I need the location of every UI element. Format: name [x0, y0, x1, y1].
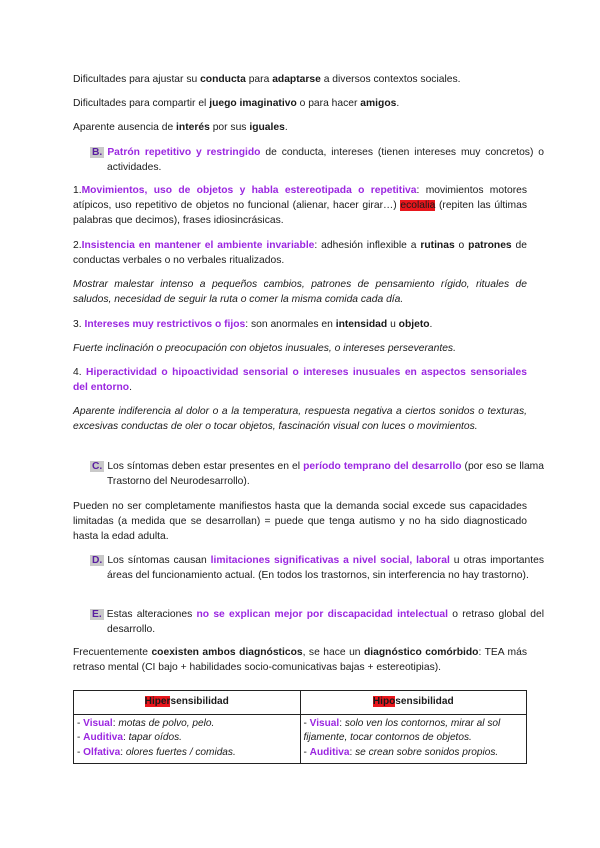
- intro-line-1: Dificultades para ajustar su conducta para adaptarse a diversos contextos sociales.: [73, 74, 461, 85]
- item-4: 4. Hiperactividad o hipoactividad sensorial o intereses inusuales en aspectos sensoriales del entorno.: [73, 367, 527, 393]
- hyposensitivity-cell: [300, 714, 527, 763]
- sensitivity-table: [73, 690, 527, 764]
- list-item: - Visual: motas de polvo, pelo.: [77, 717, 215, 729]
- section-e-label: E.: [92, 609, 102, 620]
- section-b-label: B.: [92, 147, 103, 158]
- section-c-label: C.: [92, 461, 103, 472]
- item-2-example: Mostrar malestar intenso a pequeños cambios, patrones de pensamiento rígido, rituales de saludos, necesidad de seguir la ruta o comer la misma comida cada día.: [73, 279, 527, 305]
- list-item: - Visual: solo ven los contornos, mirar al sol fijamente, tocar contornos de objetos.: [303, 717, 501, 744]
- hypersensitivity-header: Hipersensibilidad: [74, 691, 301, 715]
- intro-line-3: Aparente ausencia de interés por sus iguales.: [73, 122, 288, 133]
- section-d-label: D.: [92, 555, 103, 566]
- list-item: - Auditiva: tapar oídos.: [77, 732, 182, 744]
- paragraph-c: Pueden no ser completamente manifiestos hasta que la demanda social excede sus capacidades limitadas (a medida que se desarrollan) = puede que tenga autismo y no ha sido diagnosticado hasta la edad adulta.: [73, 501, 527, 542]
- list-item: - Auditiva: se crean sobre sonidos propios.: [303, 746, 499, 758]
- hyposensitivity-header: Hiposensibilidad: [300, 691, 527, 715]
- section-e: E. Estas alteraciones no se explican mejor por discapacidad intelectual o retraso global del desarrollo.: [92, 609, 544, 635]
- section-c: C. Los síntomas deben estar presentes en el período temprano del desarrollo (por eso se llama Trastorno del Neurodesarrollo).: [92, 461, 544, 487]
- item-3: 3. Intereses muy restrictivos o fijos: son anormales en intensidad u objeto.: [73, 319, 433, 330]
- section-b: B. Patrón repetitivo y restringido de conducta, intereses (tienen intereses muy concretos) o actividades.: [92, 147, 544, 173]
- intro-line-2: Dificultades para compartir el juego imaginativo o para hacer amigos.: [73, 98, 400, 109]
- ecolalia-highlight: ecolalia: [400, 199, 436, 211]
- hypersensitivity-cell: [74, 714, 301, 763]
- item-3-example: Fuerte inclinación o preocupación con objetos inusuales, o intereses perseverantes.: [73, 343, 456, 354]
- item-1: 1.Movimientos, uso de objetos y habla estereotipada o repetitiva: movimientos motores atípicos, uso repetitivo de objetos no funcional (alienar, hacer girar…) ecolalia (repiten las últimas palabras que decimos), frases idiosincrásicas.: [73, 185, 528, 226]
- list-item: - Olfativa: olores fuertes / comidas.: [77, 746, 236, 758]
- comorbid-paragraph: Frecuentemente coexisten ambos diagnósticos, se hace un diagnóstico comórbido: TEA más retraso mental (CI bajo + habilidades socio-comunicativas bajas + estereotipias).: [73, 647, 527, 673]
- item-2: 2.Insistencia en mantener el ambiente invariable: adhesión inflexible a rutinas o patrones de conductas verbales o no verbales ritualizados.: [73, 240, 527, 266]
- item-4-example: Aparente indiferencia al dolor o a la temperatura, respuesta negativa a ciertos sonidos o texturas, excesivas conductas de oler o tocar objetos, fascinación visual con luces o movimientos.: [73, 406, 527, 432]
- section-d: D. Los síntomas causan limitaciones significativas a nivel social, laboral u otras importantes áreas del funcionamiento actual. (En todos los trastornos, sin interferencia no hay trastorno).: [92, 555, 544, 581]
